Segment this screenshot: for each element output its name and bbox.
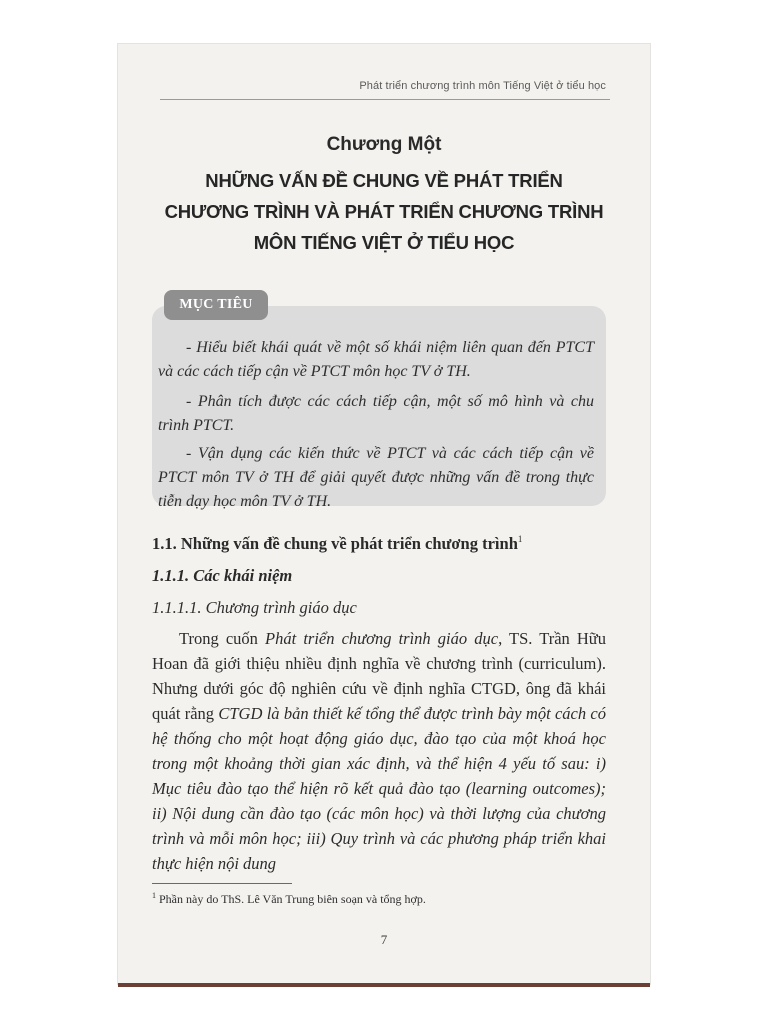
chapter-title [142,165,626,258]
section-heading-text: 1.1. Những vấn đề chung về phát triển chương trình [152,534,518,553]
objectives-label: MỤC TIÊU [164,290,268,320]
footnote-marker: 1 [152,891,156,900]
footnote-rule [152,883,292,884]
chapter-title-line-3: MÔN TIẾNG VIỆT Ở TIỂU HỌC [253,232,515,253]
chapter-title-line-1: NHỮNG VẤN ĐỀ CHUNG VỀ PHÁT TRIỂN [205,170,563,191]
section-heading-1-1-1: 1.1.1. Các khái niệm [152,566,293,585]
footnote-text: Phần này do ThS. Lê Văn Trung biên soạn và tổng hợp. [156,892,426,906]
footnote [152,891,426,907]
header-rule [160,99,610,100]
section-heading-1-1-1-1: 1.1.1.1. Chương trình giáo dục [152,598,357,617]
body-text-mid: , TS. Trần Hữu Hoan đã giới thiệu nhiều định nghĩa về chương trình (curriculum). Nhưng dưới góc độ nghiên cứu về định nghĩa CTGD, ông đã khái quát rằng [152,629,606,723]
book-title: Phát triển chương trình giáo dục [265,629,499,648]
objective-item-2: - Phân tích được các cách tiếp cận, một số mô hình và chu trình PTCT. [158,393,594,434]
objective-item-3: - Vận dụng các kiến thức về PTCT và các cách tiếp cận về PTCT môn TV ở TH để giải quyết được những vấn đề trong thực tiễn dạy học môn TV ở TH. [158,445,594,510]
page-number: 7 [380,932,388,947]
chapter-number: Chương Một [326,134,442,155]
body-text-intro: Trong cuốn [179,629,266,648]
footnote-reference: 1 [517,534,523,544]
section-heading-1-1 [152,534,522,554]
page-bottom-edge [118,983,650,987]
chapter-title-line-2: CHƯƠNG TRÌNH VÀ PHÁT TRIỂN CHƯƠNG TRÌNH [164,201,604,222]
definition-text: CTGD là bản thiết kế tổng thể được trình bày một cách có hệ thống cho một hoạt động giáo dục, đào tạo của một khoá học trong một khoảng thời gian xác định, và thể hiện 4 yếu tố sau: i) Mục tiêu đào tạo thể hiện rõ kết quả đào tạo (learning outcomes); ii) Nội dung cần đào tạo (các môn học) và thời lượng của chương trình và mỗi môn học; iii) Quy trình và các phương pháp triển khai thực hiện nội dung [152,704,607,873]
objective-item-1: - Hiểu biết khái quát về một số khái niệm liên quan đến PTCT và các cách tiếp cận về PTCT môn học TV ở TH. [158,339,594,380]
book-page [118,44,650,984]
body-paragraph [152,626,606,876]
running-header: Phát triển chương trình môn Tiếng Việt ở tiểu học [359,80,606,92]
